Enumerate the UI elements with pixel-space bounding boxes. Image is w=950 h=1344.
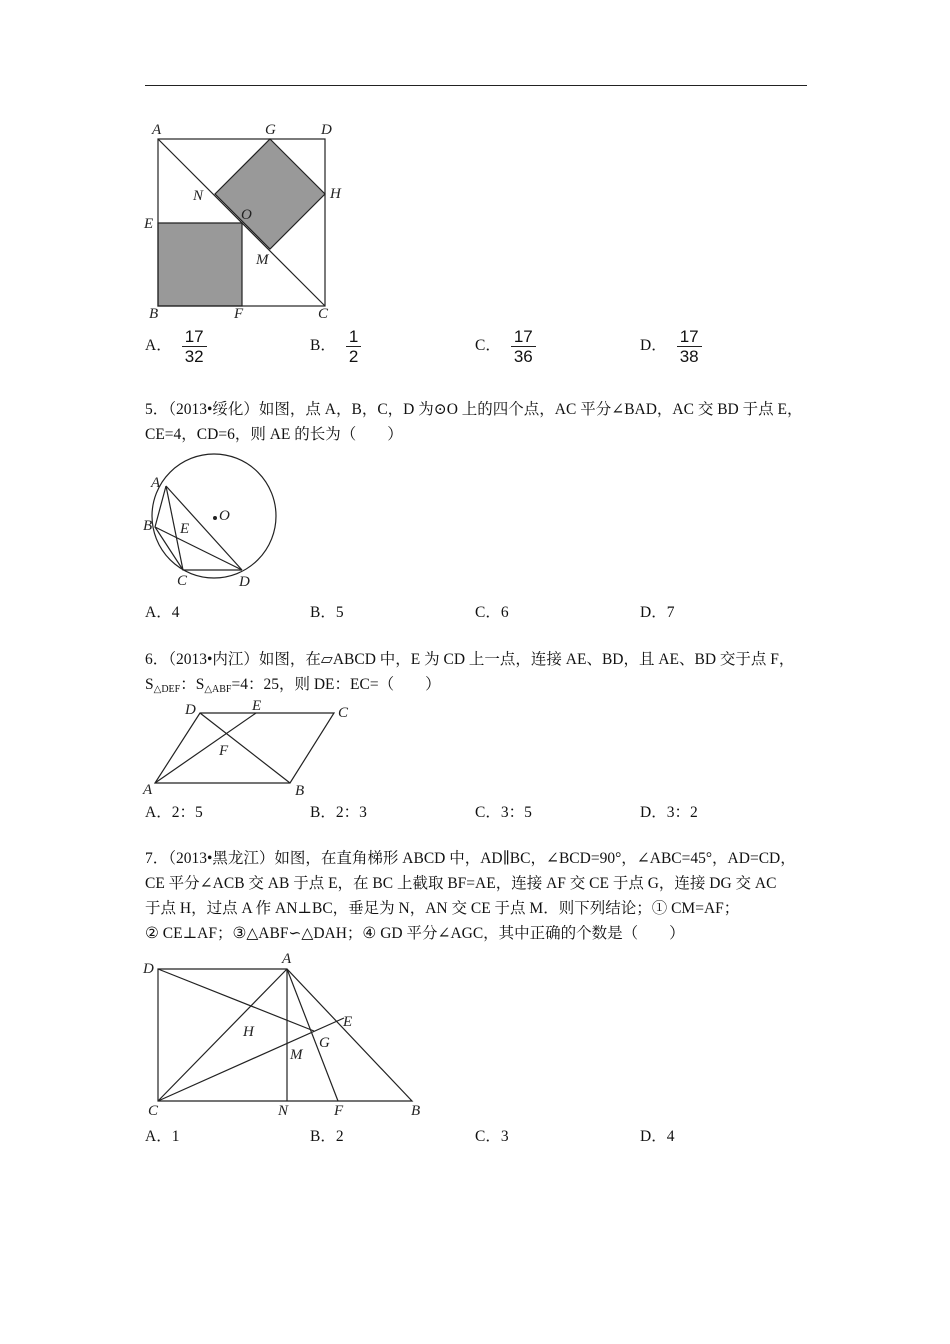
q4-option-d[interactable]: D． $\frac{17}{38}$ xyxy=(640,327,702,366)
q6-label-e: E xyxy=(252,698,262,714)
q7-label-g: G xyxy=(319,1035,330,1051)
q4-label-d: D xyxy=(321,122,332,138)
q6-label-a: A xyxy=(143,782,153,798)
q5-line-2: CE=4，CD=6，则 AE 的长为（ ） xyxy=(145,426,403,443)
q7-line-3: 于点 H，过点 A 作 AN⊥BC，垂足为 N，AN 交 CE 于点 M．则下列结论；① CM=AF； xyxy=(145,900,740,917)
q7-question-text xyxy=(145,846,815,946)
q5-label-c: C xyxy=(177,573,188,589)
q7-label-a: A xyxy=(282,951,292,967)
q6-label-f: F xyxy=(219,743,229,759)
q4-label-a: A xyxy=(152,122,162,138)
q4-option-a[interactable]: A． $\frac{17}{32}$ xyxy=(145,327,207,366)
q4-label-n: N xyxy=(193,188,204,204)
q7-label-n: N xyxy=(278,1103,289,1119)
q4-options xyxy=(145,327,805,371)
q5-options xyxy=(145,600,805,626)
q7-label-d: D xyxy=(143,961,154,977)
q5-option-b[interactable]: B．5 xyxy=(310,604,344,621)
header-rule xyxy=(145,85,807,86)
q6-option-a[interactable]: A．2：5 xyxy=(145,804,203,821)
q7-line-4: ② CE⊥AF；③△ABF∽△DAH；④ GD 平分∠AGC，其中正确的个数是（ ） xyxy=(145,925,685,942)
q5-label-d: D xyxy=(239,574,250,590)
q7-option-c[interactable]: C．3 xyxy=(475,1128,509,1145)
q5-label-b: B xyxy=(143,518,153,534)
q7-option-a[interactable]: A．1 xyxy=(145,1128,180,1145)
q4-option-b[interactable]: B． $\frac{1}{2}$ xyxy=(310,327,361,366)
q5-circle-figure xyxy=(138,452,288,592)
q5-option-a[interactable]: A．4 xyxy=(145,604,180,621)
q6-label-c: C xyxy=(338,705,349,721)
q7-label-e: E xyxy=(343,1014,353,1030)
q7-label-c: C xyxy=(148,1103,159,1119)
q7-label-b: B xyxy=(411,1103,421,1119)
q5-line-1: 5．（2013•绥化）如图，点 A，B，C，D 为⊙O 上的四个点，AC 平分∠BAD，AC 交 BD 于点 E， xyxy=(145,401,803,418)
q4-shaded-square-lower xyxy=(158,223,242,306)
q6-line-bd xyxy=(200,713,290,783)
q4-label-g: G xyxy=(265,122,276,138)
q5-label-o: O xyxy=(219,508,230,524)
q7-line-ac xyxy=(158,969,287,1101)
q7-trapezoid-abcd xyxy=(158,969,412,1101)
q7-label-m: M xyxy=(290,1047,303,1063)
q5-label-e: E xyxy=(180,521,190,537)
q6-question-text xyxy=(145,647,815,702)
q7-line-af xyxy=(287,969,338,1101)
q6-line-ae xyxy=(155,713,256,783)
q7-trapezoid-figure xyxy=(138,945,438,1125)
q4-label-b: B xyxy=(149,306,159,322)
q6-option-b[interactable]: B．2：3 xyxy=(310,804,367,821)
q7-label-h: H xyxy=(243,1024,254,1040)
q7-line-2: CE 平分∠ACB 交 AB 于点 E，在 BC 上截取 BF=AE，连接 AF 交 CE 于点 G，连接 DG 交 AC xyxy=(145,875,777,892)
q6-label-b: B xyxy=(295,783,305,799)
q5-circle-o xyxy=(152,454,276,578)
q4-label-h: H xyxy=(330,186,341,202)
q6-option-d[interactable]: D．3：2 xyxy=(640,804,698,821)
q6-parallelogram-figure xyxy=(138,695,363,800)
q6-line-2: $S_{\triangle DEF}$：$S_{\triangle ABF}=4$：25，则 DE：EC=（ ） xyxy=(145,676,441,695)
q6-line-1: 6．（2013•内江）如图，在▱ABCD 中，E 为 CD 上一点，连接 AE、BD，且 AE、BD 交于点 F， xyxy=(145,651,795,668)
q7-label-f: F xyxy=(334,1103,344,1119)
q5-line-bd xyxy=(155,527,242,570)
q6-options xyxy=(145,800,805,826)
q6-label-d: D xyxy=(185,702,196,718)
q4-label-c: C xyxy=(318,306,329,322)
q5-center-dot xyxy=(213,516,217,520)
q7-option-b[interactable]: B．2 xyxy=(310,1128,344,1145)
q4-option-c[interactable]: C． $\frac{17}{36}$ xyxy=(475,327,536,366)
q5-question-text xyxy=(145,397,815,447)
q5-line-ad xyxy=(166,486,242,570)
q5-label-a: A xyxy=(151,475,161,491)
q7-line-1: 7．（2013•黑龙江）如图，在直角梯形 ABCD 中，AD∥BC，∠BCD=90°，∠ABC=45°，AD=CD， xyxy=(145,850,796,867)
q7-option-d[interactable]: D．4 xyxy=(640,1128,675,1145)
q6-option-c[interactable]: C．3：5 xyxy=(475,804,532,821)
q4-label-o: O xyxy=(241,207,252,223)
q4-label-e: E xyxy=(144,216,154,232)
q5-option-c[interactable]: C．6 xyxy=(475,604,509,621)
q7-options xyxy=(145,1124,805,1150)
q4-label-f: F xyxy=(234,306,244,322)
q4-square-figure xyxy=(138,118,350,328)
q4-label-m: M xyxy=(256,252,269,268)
q5-option-d[interactable]: D．7 xyxy=(640,604,675,621)
